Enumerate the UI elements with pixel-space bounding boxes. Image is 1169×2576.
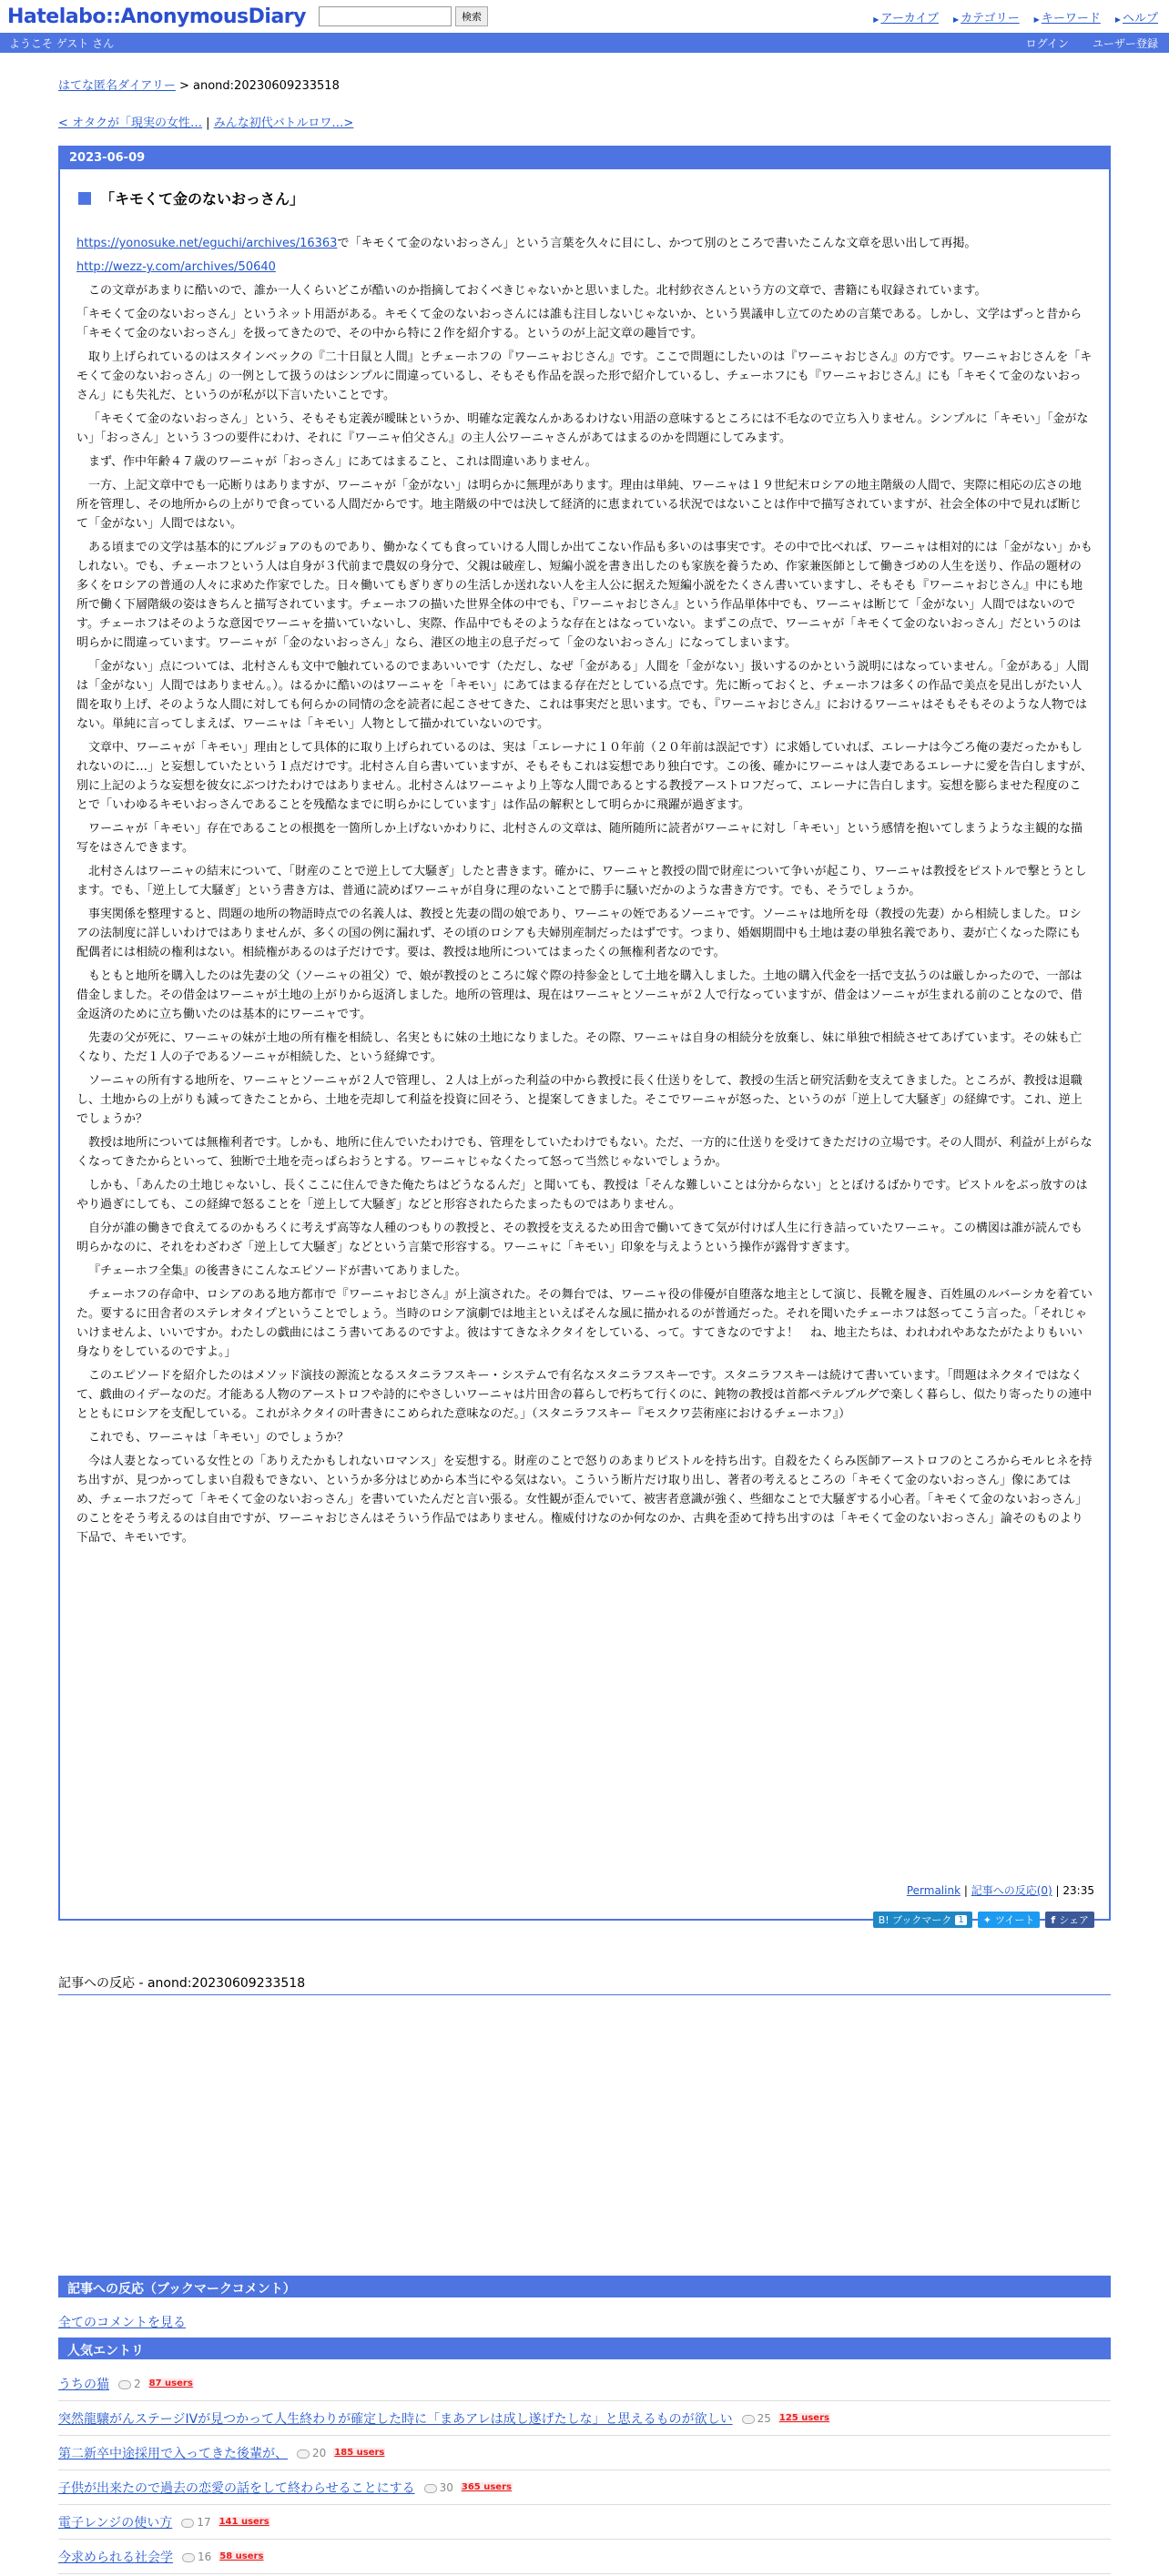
diary-section (60, 169, 1109, 1547)
nav-keyword-link[interactable]: キーワード (1041, 12, 1101, 25)
twitter-icon: ✦ (982, 1913, 991, 1926)
paragraph-text: 自分が誰の働きで食えてるのかもろくに考えず高等な人種のつもりの教授と、その教授を支えるため田舎で働いてきて気が付けば人生に行き詰っていたワーニャ。この構図は誰が読んでも明らかなのに、それをわざわざ「逆上して大騒ぎ」などという言葉で形容する。ワーニャに「キモい」印象を与えようという操作が露骨すぎます。 (76, 1222, 1083, 1254)
article-paragraph (76, 967, 1093, 1024)
nav-archive[interactable] (873, 8, 939, 25)
comment-bubble-icon (424, 2484, 437, 2493)
facebook-label: シェア (1059, 1914, 1089, 1926)
hatena-count: 1 (955, 1915, 966, 1925)
article-paragraph (76, 538, 1093, 653)
welcome-text: ようこそ ゲスト さん (9, 36, 115, 50)
all-comments (58, 2313, 186, 2331)
article-paragraph (76, 258, 1093, 277)
article-paragraph (76, 1133, 1093, 1171)
nav-category-link[interactable]: カテゴリー (961, 12, 1020, 25)
prev-entry-link[interactable]: < オタクが「現実の女性… (58, 117, 203, 130)
paragraph-text: ワーニャが「キモい」存在であることの根拠を一箇所しか上げないかわりに、北村さんの文章は、随所随所に読者がワーニャに対し「キモい」という感情を抱いてしまうような主観的な描写をはさんできます。 (76, 822, 1083, 855)
bookmark-users-badge[interactable]: 58 users (219, 2551, 264, 2561)
article-link[interactable]: http://wezz-y.com/archives/50640 (76, 260, 276, 274)
comment-count: 17 (197, 2515, 211, 2529)
search-button[interactable]: 検索 (455, 6, 488, 26)
section-footer (907, 1882, 1094, 1898)
breadcrumb-current: anond:20230609233518 (193, 79, 340, 93)
reactions-link[interactable]: 記事への反応(0) (971, 1884, 1052, 1897)
next-entry-link[interactable]: みんな初代バトルロワ…> (213, 117, 354, 130)
comment-count: 20 (312, 2446, 327, 2459)
article-paragraph (76, 862, 1093, 900)
bookmark-users-badge[interactable]: 141 users (219, 2517, 269, 2527)
square-icon (78, 192, 91, 205)
user-links (1026, 35, 1158, 51)
login-link[interactable]: ログイン (1025, 37, 1069, 50)
comment-count: 16 (198, 2550, 212, 2563)
diary-day (58, 146, 1111, 1926)
bookmark-comments-heading: 記事への反応（ブックマークコメント） (58, 2276, 1111, 2297)
article-paragraph (76, 1219, 1093, 1257)
paragraph-text: この文章があまりに酷いので、誰か一人くらいどこが酷いのか指摘しておくべきじゃないかと思いました。北村紗衣さんという方の文章で、書籍にも収録されています。 (88, 284, 987, 298)
popular-entry-link[interactable]: 第二新卒中途採用で入ってきた後輩が、 (58, 2446, 288, 2461)
paragraph-text: 今は人妻となっている女性との「ありえたかもしれないロマンス」を妄想する。財産のことで怒りのあまりピストルを持ち出す。自殺をたくらみ医師アーストロフのところからモルヒネを持ち出すが、見つかってしまい自殺もできない、というか多分はじめから本当にやる気はない。こういう断片だけ取り出し、著者の考えるところの「キモくて金のないおっさん」像にあてはめ、チェーホフだって「キモくて金のないおっさん」を書いていたんだと言い張る。女性観が歪んでいて、被害者意識が強く、些細なことで大騒ぎする小心者。「キモくて金のないおっさん」のことをそう考えるのは自由ですが、ワーニャおじさんはそういう作品ではありません。権威付けなのか何なのか、古典を歪めて持ち出すのは「キモくて金のないおっさん」論そのものより下品で、キモいです。 (76, 1455, 1093, 1545)
article-paragraph (76, 234, 1093, 253)
article-body (76, 234, 1093, 1547)
article-paragraph (76, 305, 1093, 343)
popular-entry-link[interactable]: うちの猫 (58, 2377, 109, 2392)
paragraph-text: 先妻の父が死に、ワーニャの妹が土地の所有権を相続し、名実ともに妹の土地になりました。その際、ワーニャは自身の相続分を放棄し、妹に単独で相続させてあげています。その妹も亡くなり、ただ１人の子であるソーニャが相続した、という経緯です。 (76, 1031, 1082, 1064)
paragraph-text: 「キモくて金のないおっさん」というネット用語がある。キモくて金のないおっさんには誰も注目しないじゃないか、という異議申し立てのための言葉である。しかし、文学はずっと昔から「キモくて金のないおっさん」を扱ってきたので、その中から特に２作を紹介する。というのが上記文章の趣旨です。 (76, 308, 1083, 340)
top-nav (873, 8, 1158, 25)
bookmark-users-badge[interactable]: 365 users (461, 2482, 512, 2492)
article-paragraph (76, 1071, 1093, 1129)
popular-entries-heading: 人気エントリ (58, 2338, 1111, 2359)
share-buttons (873, 1912, 1094, 1928)
nav-help-link[interactable]: ヘルプ (1122, 12, 1158, 25)
article-paragraph (76, 348, 1093, 405)
popular-entry (58, 2436, 1111, 2470)
comment-bubble-icon (181, 2519, 194, 2528)
breadcrumb-home[interactable]: はてな匿名ダイアリー (58, 79, 176, 93)
entry-pager (58, 113, 353, 130)
paragraph-text: ある頃までの文学は基本的にブルジョアのものであり、働かなくても食っていける人間しか出てこない作品も多いのは事実です。その中で比べれば、ワーニャは相対的には「金がない」かもしれない。でも、チェーホフという人は自身が３代前まで農奴の身分で、父親は破産し、短編小説を書き出したのも家族を養うため、作家兼医師として働きづめの人生を送り、作品の題材の多くをロシアの普通の人々に求めた作家でした。日々働いてもぎりぎりの生活しか送れない人を主人公に据えた短編小説をたくさん書いていますし、そもそも『ワーニャおじさん』中にも地所で働く下層階級の姿はきちんと描写されています。チェーホフの描いた世界全体の中でも、『ワーニャおじさん』という作品単体中でも、ワーニャは断じて「金がない」人間ではないのです。チェーホフはそのような意図でワーニャを描いていないし、実際、作品中でもそのような存在とはなっていない。まずこの点で、ワーニャが「キモくて金のないおっさん」だというのは明らかに間違っています。ワーニャが「金のないおっさん」なら、港区の地主の息子だって「金のないおっさん」になってしまいます。 (76, 541, 1093, 650)
bookmark-users-badge[interactable]: 87 users (148, 2378, 193, 2388)
nav-category[interactable] (953, 8, 1020, 25)
article-paragraph (76, 1176, 1093, 1214)
paragraph-text: 文章中、ワーニャが「キモい」理由として具体的に取り上げられているのは、実は「エレーナに１０年前（２０年前は誤記です）に求婚していれば、エレーナは今ごろ俺の妻だったかもしれないのに…」と妄想していたという１点だけです。北村さん自ら書いていますが、そもそもこれは妄想であり独白です。この後、確かにワーニャは人妻であるエレーナに愛を告白しますが、別に上記のような妄想を彼女にぶつけたわけではありません。北村さんはワーニャより上等な人間であるとする教授アーストロフだって、エレーナに告白します。妄想を膨らませた程度のことで「いわゆるキモいおっさんであることを残酷なまでに明らかにしています」は作品の解釈として明らかに飛躍が過ぎます。 (76, 741, 1093, 812)
popular-entry (58, 2401, 1111, 2436)
article-paragraph (76, 410, 1093, 448)
breadcrumb-separator: > (175, 79, 194, 93)
comment-bubble-icon (118, 2380, 131, 2389)
article-paragraph (76, 1452, 1093, 1547)
register-link[interactable]: ユーザー登録 (1092, 37, 1158, 50)
paragraph-text: 「キモくて金のないおっさん」という、そもそも定義が曖昧というか、明確な定義なんかあるわけない用語の意味するところには不毛なので立ち入りません。シンプルに「キモい」「金がない」「おっさん」という３つの要件にわけ、それに『ワーニャ伯父さん』の主人公ワーニャさんがあてはまるのかを問題にしてみます。 (76, 412, 1089, 445)
all-comments-link[interactable]: 全てのコメントを見る (58, 2316, 186, 2330)
popular-entry (58, 2367, 1111, 2401)
paragraph-text: 一方、上記文章中でも一応断りはありますが、ワーニャが「金がない」は明らかに無理があります。理由は単純、ワーニャは１９世紀末ロシアの地主階級の人間で、実際に相応の広さの地所を管理し、その地所からの上がりで食っている人間だからです。地主階級の中では決して経済的に恵まれている状況ではないことは作中で描写されていますが、社会全体の中で見れば断じて「金がない」人間ではない。 (76, 479, 1082, 531)
search-input[interactable] (319, 6, 452, 26)
site-logo[interactable]: Hatelabo::AnonymousDiary (7, 5, 306, 28)
triangle-icon: ▶ (1033, 15, 1040, 24)
comment-count: 25 (757, 2411, 771, 2425)
nav-archive-link[interactable]: アーカイブ (880, 12, 940, 25)
comment-bubble-icon (182, 2553, 195, 2562)
breadcrumb (58, 76, 340, 93)
comment-count: 30 (439, 2480, 453, 2494)
section-title-text: 「キモくて金のないおっさん」 (100, 190, 305, 208)
article-paragraph (76, 905, 1093, 962)
footer-separator: | (963, 1884, 971, 1897)
article-paragraph (76, 819, 1093, 857)
triangle-icon: ▶ (873, 15, 879, 24)
post-time: 23:35 (1062, 1884, 1094, 1897)
article-paragraph (76, 738, 1093, 815)
footer-separator: | (1055, 1884, 1063, 1897)
bookmark-users-badge[interactable]: 185 users (334, 2448, 385, 2458)
paragraph-text: で「キモくて金のないおっさん」という言葉を久々に目にし、かつて別のところで書いたこんな文章を思い出して再掲。 (337, 237, 977, 250)
article-paragraph (76, 1262, 1093, 1281)
hatena-bookmark-button[interactable] (873, 1912, 972, 1928)
top-bar (0, 0, 1169, 33)
comment-bubble-icon (297, 2449, 310, 2459)
nav-help[interactable] (1115, 8, 1158, 25)
triangle-icon: ▶ (953, 15, 960, 24)
paragraph-text: これでも、ワーニャは「キモい」のでしょうか？ (88, 1431, 350, 1445)
bookmark-users-badge[interactable]: 125 users (778, 2413, 829, 2423)
paragraph-text: しかも、「あんたの土地じゃないし、長くここに住んできた俺たちはどうなるんだ」と聞いても、教授は「そんな難しいことは分からない」ととぼけるばかりです。ピストルをぶっ放すのはやり過ぎにしても、この経緯で怒ることを「逆上して大騒ぎ」などと形容されたらたまったものではありません。 (76, 1179, 1088, 1212)
paragraph-text: 『チェーホフ全集』の後書きにこんなエピソードが書いてありました。 (88, 1264, 467, 1278)
section-title (78, 188, 1093, 208)
popular-entries-list (58, 2367, 1111, 2574)
paragraph-text: まず、作中年齢４７歳のワーニャが「おっさん」にあてはまること、これは間違いありません。 (88, 455, 597, 469)
article-paragraph (76, 476, 1093, 533)
comment-bubble-icon (742, 2415, 755, 2424)
facebook-icon: f (1051, 1913, 1056, 1926)
article-paragraph (76, 657, 1093, 734)
user-bar (0, 33, 1169, 53)
paragraph-text: 北村さんはワーニャの結末について、「財産のことで逆上して大騒ぎ」したと書きます。確かに、ワーニャと教授の間で財産について争いが起こり、ワーニャは教授をピストルで撃とうとします。でも、「逆上して大騒ぎ」という書き方は、普通に読めばワーニャが自身に理のないことで勝手に騒いだかのような書き方です。でも、そうでしょうか。 (76, 865, 1087, 898)
article-link[interactable]: https://yonosuke.net/eguchi/archives/16363 (76, 237, 338, 250)
paragraph-text: 「金がない」点については、北村さんも文中で触れているのでまあいいです（ただし、なぜ「金がある」人間を「金がない」扱いするのかという説明にはなっていません。「金がある」人間は「金がない」人間ではありません。）。はるかに酷いのはワーニャを「キモい」にあてはまる存在だとしている点です。先に断っておくと、チェーホフは多くの作品で美点を見出しがたい人間を取り上げ、そのような人間に対しても何らかの同情の念を読者に起こさせてきた、これは事実だと思います。でも、『ワーニャおじさん』におけるワーニャはそもそもそのような人物ではない。単純に言ってしまえば、ワーニャは「キモい」人物として描かれていないのです。 (76, 660, 1090, 731)
popular-entry-link[interactable]: 今求められる社会学 (58, 2550, 173, 2565)
article-paragraph (76, 452, 1093, 472)
popular-entry (58, 2505, 1111, 2540)
article-paragraph (76, 1029, 1093, 1067)
popular-entry-link[interactable]: 電子レンジの使い方 (58, 2515, 173, 2530)
triangle-icon: ▶ (1114, 15, 1121, 24)
reactions-heading: 記事への反応 - anond:20230609233518 (58, 1973, 1111, 1995)
popular-entry (58, 2470, 1111, 2505)
paragraph-text: ソーニャの所有する地所を、ワーニャとソーニャが２人で管理し、２人は上がった利益の中から教授に長く仕送りをして、教授の生活と研究活動を支えてきました。ところが、教授は退職し、土地からの上がりも減ってきたことから、土地を売却して利益を投資に回そう、と提案してきました。そこでワーニャが怒った、というのが「逆上して大騒ぎ」の経緯です。これ、逆上でしょうか？ (76, 1074, 1083, 1126)
paragraph-text: 事実関係を整理すると、問題の地所の物語時点での名義人は、教授と先妻の間の娘であり、ワーニャの姪であるソーニャです。ソーニャは地所を母（教授の先妻）から相続しました。ロシアの法制度に詳しいわけではありませんが、多くの国の例に漏れず、その頃のロシアも夫婦別産制だったはずです。つまり、婚姻期間中も土地は妻の単独名義であり、妻が亡くなった際にも配偶者には相続の権利はない。相続権があるのは子だけです。要は、教授は地所についてはまったくの無権利者なのです。 (76, 908, 1082, 959)
hatena-label: B! ブックマーク (878, 1914, 952, 1926)
popular-entry-link[interactable]: 突然龍驤がんステージIVが見つかって人生終わりが確定した時に「まあアレは成し遂げたしな」と思えるものが欲しい (58, 2411, 733, 2427)
paragraph-text: チェーホフの存命中、ロシアのある地方都市で『ワーニャおじさん』が上演された。その舞台では、ワーニャ役の俳優が自堕落な地主として演じ、長靴を履き、百姓風のルバーシカを着ていた。要するに田舎者のステレオタイプということでしょう。当時のロシア演劇では地主といえばそんな風に描かれるのが普通だった。それを聞いたチェーホフは怒ってこう言った。「それじゃいけませんよ、いいですか。わたしの戯曲にはこう書いてあるのですよ。彼はすてきなネクタイをしている、って。すてきなのですよ！ ね、地主たちは、われわれやあなたがたよりもいい身なりをしているのですよ。」 (76, 1288, 1093, 1359)
popular-entry (58, 2540, 1111, 2574)
nav-keyword[interactable] (1034, 8, 1101, 25)
article-paragraph (76, 1366, 1093, 1424)
facebook-share-button[interactable] (1045, 1912, 1094, 1928)
permalink-link[interactable]: Permalink (906, 1884, 961, 1897)
article-paragraph (76, 1428, 1093, 1447)
tweet-button[interactable] (978, 1912, 1041, 1928)
article-paragraph (76, 281, 1093, 300)
tweet-label: ツイート (994, 1914, 1035, 1926)
paragraph-text: もともと地所を購入したのは先妻の父（ソーニャの祖父）で、娘が教授のところに嫁ぐ際の持参金として土地を購入しました。土地の購入代金を一括で支払うのは厳しかったので、一部は借金しました。その借金はワーニャが土地の上がりから返済しました。地所の管理は、現在はワーニャとソーニャが２人で行なっていますが、借金はソーニャが生まれる前のことなので、借金返済のために立ち働いたのは基本的にワーニャです。 (76, 969, 1083, 1021)
paragraph-text: 取り上げられているのはスタインベックの『二十日鼠と人間』とチェーホフの『ワーニャおじさん』です。ここで問題にしたいのは『ワーニャおじさん』の方です。ワーニャおじさんを「キモくて金のないおっさん」の一例として扱うのはシンプルに間違っているし、そもそも作品を誤った形で紹介しているし、チェーホフにも『ワーニャおじさん』にも「キモくて金のないおっさん」にも失礼だ、というのが私が以下言いたいことです。 (76, 350, 1093, 402)
article-paragraph (76, 1285, 1093, 1362)
popular-entry-link[interactable]: 子供が出来たので過去の恋愛の話をして終わらせることにする (58, 2480, 415, 2496)
paragraph-text: 教授は地所については無権利者です。しかも、地所に住んでいたわけでも、管理をしていたわけでもない。ただ、一方的に仕送りを受けてきただけの立場です。その人間が、利益が上がらなくなってきたからといって、独断で土地を売っぱらおうとする。ワーニャじゃなくたって怒って当然じゃないでしょうか。 (76, 1136, 1093, 1169)
pager-separator: | (202, 117, 214, 130)
paragraph-text: このエピソードを紹介したのはメソッド演技の源流となるスタニラフスキー・システムで有名なスタニラフスキーです。スタニラフスキーは続けて書いています。「問題はネクタイではなくて、戯曲のイデーなのだ。才能ある人物のアーストロフや詩的にやさしいワーニャは片田舎の暮らしで朽ちて行くのに、鈍物の教授は首都ペテルブルグで楽しく暮らし、似たり寄ったりの連中とともにロシアを支配している。これがネクタイの叶書きにこめられた意味なのだ。」（スタニラフスキー『モスクワ芸術座におけるチェーホフ』） (76, 1369, 1093, 1421)
comment-count: 2 (134, 2377, 141, 2390)
day-date: 2023-06-09 (60, 147, 1109, 169)
